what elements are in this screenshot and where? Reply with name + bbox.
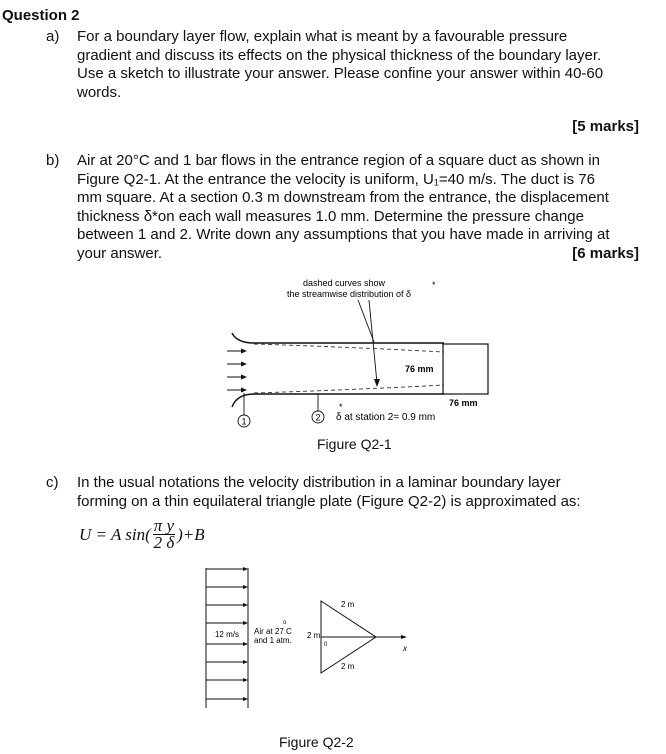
part-a-line: Use a sketch to illustrate your answer. Please confine your answer within 40-60 — [77, 65, 604, 83]
duct-cross-section — [443, 344, 488, 394]
delta-note: δ at station 2= 0.9 mm — [336, 412, 436, 423]
leader-line — [369, 300, 377, 383]
figure-q2-1-caption: Figure Q2-1 — [317, 436, 392, 452]
x-axis-label: x — [403, 644, 407, 653]
leader-arrowhead — [374, 379, 380, 387]
part-b-line: mm square. At a section 0.3 m downstream from the entrance, the displacement — [77, 189, 609, 207]
part-b-line: Air at 20°C and 1 bar flows in the entrance region of a square duct as shown in — [77, 152, 600, 169]
part-a-marks: [5 marks] — [572, 118, 639, 135]
part-b-label: b) — [46, 152, 60, 169]
part-c-label: c) — [46, 474, 59, 491]
velocity-equation — [79, 518, 205, 551]
part-a-line: For a boundary layer flow, explain what is meant by a favourable pressure — [77, 28, 568, 45]
part-c-line: forming on a thin equilateral triangle plate (Figure Q2-2) is approximated as: — [77, 492, 581, 510]
fig1-annotation-line2: the streamwise distribution of δ — [287, 289, 412, 299]
duct-bottom-wall — [232, 394, 444, 407]
air-condition-line2: and 1 atm. — [254, 636, 292, 645]
duct-top-wall — [232, 333, 444, 343]
inflow-arrows — [227, 349, 247, 393]
part-a-label: a) — [46, 28, 60, 45]
triangle-bottom-side: 2 m — [341, 662, 355, 671]
equation-lhs: U = A sin( — [79, 524, 151, 544]
leader-line — [358, 300, 374, 342]
part-c-text — [77, 474, 581, 511]
station-1-label: 1 — [241, 416, 247, 427]
triangle-left-side: 2 m — [307, 631, 321, 640]
part-b-marks: [6 marks] — [572, 245, 639, 262]
fig1-annotation-line1: dashed curves show — [303, 278, 386, 288]
part-b-line: Figure Q2-1. At the entrance the velocity is uniform, U₁=40 m/s. The duct is 76 — [77, 170, 595, 188]
air-degree: o — [283, 620, 287, 626]
figure-q2-2 — [0, 560, 666, 720]
dashed-curve-bottom — [254, 385, 444, 393]
delta-star: * — [339, 402, 343, 412]
x-axis-arrowhead — [401, 635, 407, 639]
dashed-curve-top — [254, 344, 444, 352]
equation-numerator: π y — [153, 516, 175, 535]
part-b-line: thickness δ*on each wall measures 1.0 mm. Determine the pressure change — [77, 207, 584, 225]
air-condition-line1: Air at 27 C — [254, 627, 292, 636]
duct-height-label: 76 mm — [405, 364, 434, 374]
part-b-line: between 1 and 2. Write down any assumptions that you have made in arriving at — [77, 226, 610, 244]
triangle-top-side: 2 m — [341, 600, 355, 609]
equation-denominator: 2 δ — [153, 533, 175, 552]
equation-fraction — [153, 518, 175, 551]
part-c-line: In the usual notations the velocity distribution in a laminar boundary layer — [77, 474, 561, 491]
question-title: Question 2 — [2, 7, 80, 24]
velocity-label: 12 m/s — [214, 630, 240, 639]
part-a-line: gradient and discuss its effects on the physical thickness of the boundary layer. — [77, 46, 602, 64]
fig1-annotation-star: * — [432, 280, 436, 290]
figure-q2-2-caption: Figure Q2-2 — [279, 734, 354, 750]
equation-rhs: )+B — [177, 524, 205, 544]
part-a-line: words. — [77, 83, 122, 101]
origin-label: 0 — [324, 642, 328, 648]
square-size-label: 76 mm — [449, 398, 478, 408]
part-b-line: your answer. — [77, 244, 163, 262]
station-2-label: 2 — [315, 412, 321, 423]
